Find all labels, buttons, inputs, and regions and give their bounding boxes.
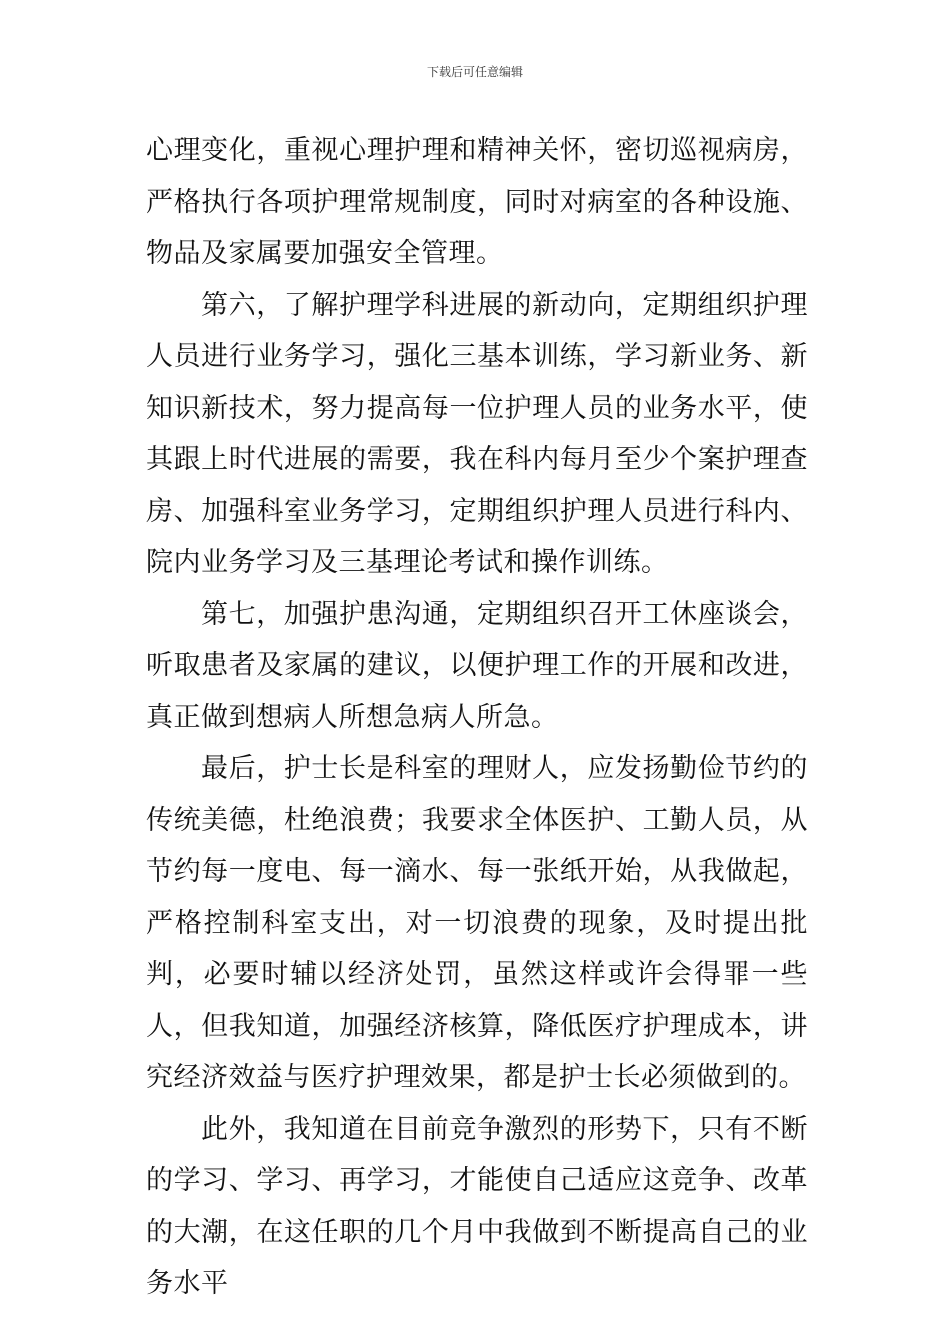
paragraph-in-addition: 此外，我知道在目前竞争激烈的形势下，只有不断的学习、学习、再学习，才能使自己适应这竞争、改革的大潮，在这任职的几个月中我做到不断提高自己的业务水平 <box>146 1113 808 1299</box>
paragraph-continuation: 心理变化，重视心理护理和精神关怀，密切巡视病房，严格执行各项护理常规制度，同时对病室的各种设施、物品及家属要加强安全管理。 <box>146 135 808 269</box>
paragraph-seventh: 第七，加强护患沟通，定期组织召开工休座谈会，听取患者及家属的建议，以便护理工作的开展和改进，真正做到想病人所想急病人所急。 <box>146 598 808 733</box>
paragraph-finally: 最后，护士长是科室的理财人，应发扬勤俭节约的传统美德，杜绝浪费；我要求全体医护、工勤人员，从节约每一度电、每一滴水、每一张纸开始，从我做起，严格控制科室支出，对一切浪费的现象，及时提出批判，必要时辅以经济处罚，虽然这样或许会得罪一些人，但我知道，加强经济核算，降低医疗护理成本，讲究经济效益与医疗护理效果，都是护士长必须做到的。 <box>146 753 808 1093</box>
paragraph-sixth: 第六，了解护理学科进展的新动向，定期组织护理人员进行业务学习，强化三基本训练，学习新业务、新知识新技术，努力提高每一位护理人员的业务水平，使其跟上时代进展的需要，我在科内每月至少个案护理查房、加强科室业务学习，定期组织护理人员进行科内、院内业务学习及三基理论考试和操作训练。 <box>146 289 808 578</box>
document-body <box>146 125 808 1310</box>
page-header: 下载后可任意编辑 <box>426 65 523 79</box>
